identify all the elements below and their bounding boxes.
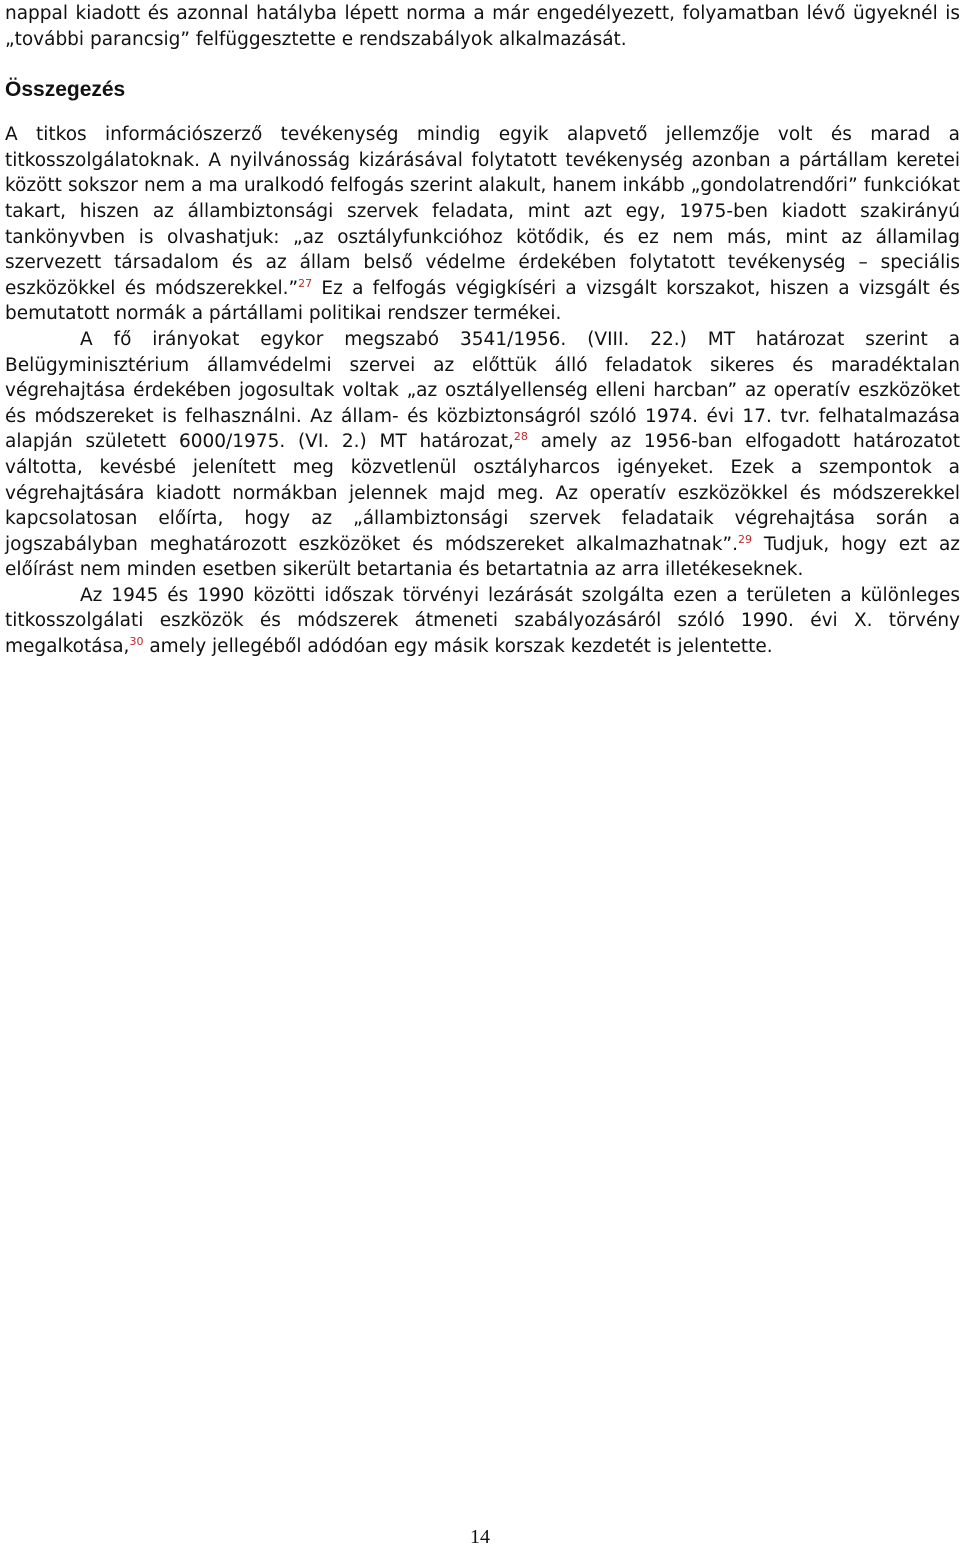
document-page [5, 0, 960, 660]
paragraph-text: Ez a felfogás végigkíséri a vizsgált korszakot, hiszen a vizsgált és bemutatott normák a pártállami politikai rendszer termékei. [5, 277, 960, 325]
footnote-ref-30[interactable]: 30 [129, 635, 144, 649]
paragraph-text: amely az 1956-ban elfogadott határozatot váltotta, kevésbé jelenített meg közvetlenül osztályharcos igényeket. Ezek a szempontok a végrehajtására kiadott normákban jelennek majd meg. Az operatív eszközökkel és módszerekkel kapcsolatosan előírta, hogy az „állambiztonsági szervek feladataik végrehajtása során a jogszabályban meghatározott eszközöket és módszereket alkalmazhatnak”. [5, 431, 960, 555]
paragraph-text: A fő irányokat egykor megszabó 3541/1956. (VIII. 22.) MT határozat szerint a Belügyminisztérium államvédelmi szervei az előttük álló feladatok sikeres és maradéktalan végrehajtása érdekében jogosultak voltak „az osztályellenség elleni harcban” az operatív eszközöket és módszereket is felhasználni. Az állam- és közbiztonságról szóló 1974. évi 17. tvr. felhatalmazása alapján született 6000/1975. (VI. 2.) MT határozat, [5, 328, 960, 453]
paragraph-text: amely jellegéből adódóan egy másik korszak kezdetét is jelentette. [143, 636, 773, 658]
footnote-ref-28[interactable]: 28 [513, 430, 528, 444]
paragraph-summary-2 [5, 327, 960, 583]
paragraph-text: A titkos információszerző tevékenység mindig egyik alapvető jellemzője volt és marad a titkosszolgálatoknak. A nyilvánosság kizárásával folytatott tevékenység azonban a pártállam keretei között sokszor nem a ma uralkodó felfogás szerint alakult, hanem inkább „gondolatrendőri” funkciókat takart, hiszen az állambiztonsági szervek feladata, mint azt egy, 1975-ben kiadott szakirányú tankönyvben is olvashatjuk: „az osztályfunkcióhoz kötődik, és ez nem más, mint az államilag szervezett társadalom és az állam belső védelme érdekében folytatott tevékenység – speciális eszközökkel és módszerekkel.” [5, 124, 960, 299]
page-number: 14 [470, 1526, 490, 1548]
paragraph-text: Az 1945 és 1990 közötti időszak törvényi lezárását szolgálta ezen a területen a különleges titkosszolgálati eszközök és módszerek átmeneti szabályozásáról szóló 1990. évi X. törvény megalkotása, [5, 584, 960, 658]
section-heading: Összegezés [5, 78, 126, 102]
intro-paragraph: nappal kiadott és azonnal hatályba lépett norma a már engedélyezett, folyamatban lévő ügyeknél is „további parancsig” felfüggesztette e rendszabályok alkalmazását. [5, 3, 960, 50]
paragraph-text: Tudjuk, hogy ezt az előírást nem minden esetben sikerült betartania és betartatnia az arra illetékeseknek. [5, 533, 960, 581]
paragraph-summary-1 [5, 122, 960, 327]
paragraph-summary-3 [5, 583, 960, 660]
footnote-ref-27[interactable]: 27 [298, 276, 313, 290]
footnote-ref-29[interactable]: 29 [737, 532, 752, 546]
